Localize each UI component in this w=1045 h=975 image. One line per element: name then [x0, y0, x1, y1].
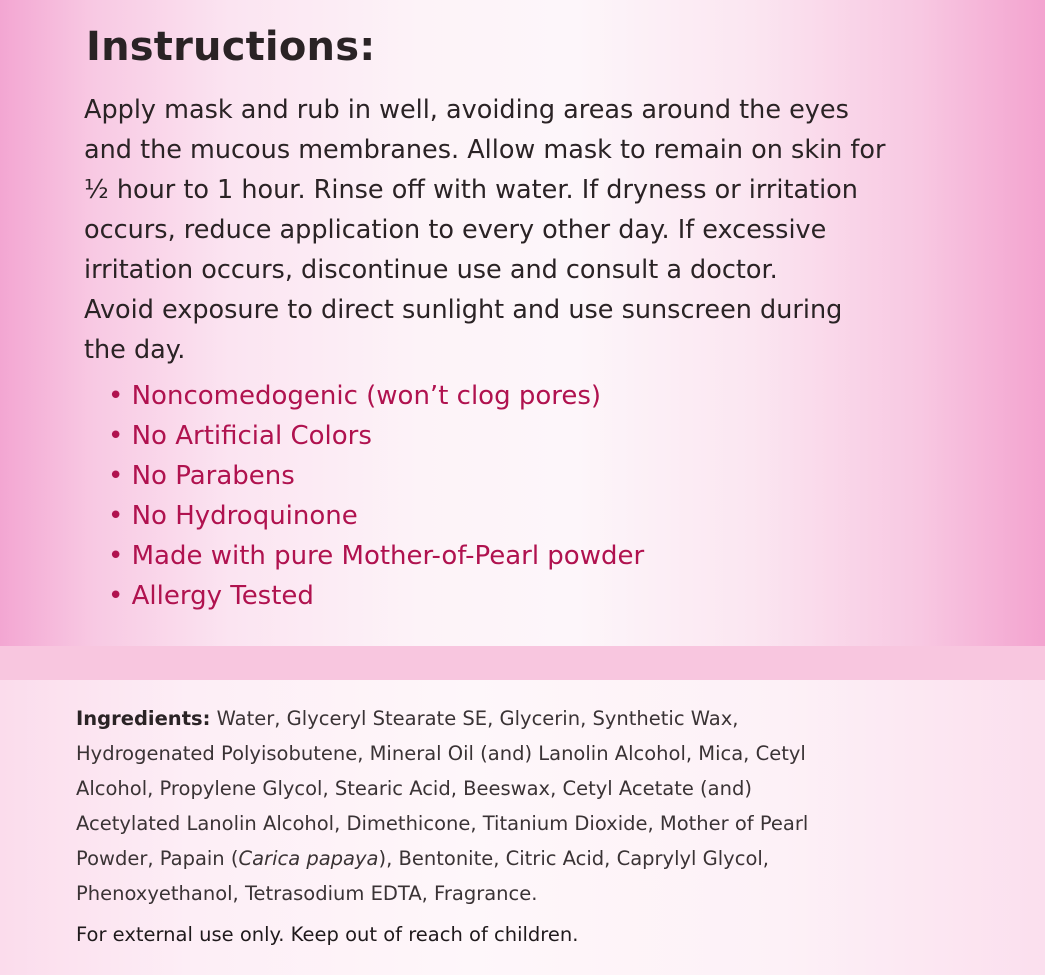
instructions-line: occurs, reduce application to every other day. If excessive: [84, 215, 827, 245]
feature-item: • Made with pure Mother-of-Pearl powder: [108, 536, 644, 576]
instructions-line: and the mucous membranes. Allow mask to remain on skin for: [84, 135, 886, 165]
ingredients-line-5: [76, 841, 996, 876]
feature-item: • No Hydroquinone: [108, 496, 644, 536]
instructions-line: the day.: [84, 335, 186, 365]
ingredients-line-3: Alcohol, Propylene Glycol, Stearic Acid, Beeswax, Cetyl Acetate (and): [76, 777, 752, 800]
ingredients-text: [76, 701, 996, 911]
feature-item: • Noncomedogenic (won’t clog pores): [108, 376, 644, 416]
usage-warning: For external use only. Keep out of reach of children.: [76, 923, 579, 946]
feature-item: • Allergy Tested: [108, 576, 644, 616]
instructions-text: [84, 90, 989, 370]
feature-item: • No Artificial Colors: [108, 416, 644, 456]
ingredients-line-4: Acetylated Lanolin Alcohol, Dimethicone, Titanium Dioxide, Mother of Pearl: [76, 812, 809, 835]
ingredients-line-1: Water, Glyceryl Stearate SE, Glycerin, Synthetic Wax,: [210, 707, 739, 730]
instructions-line: Avoid exposure to direct sunlight and use sunscreen during: [84, 295, 843, 325]
ingredients-line: [76, 701, 996, 736]
ingredients-label: Ingredients:: [76, 707, 211, 730]
ingredients-line-6: Phenoxyethanol, Tetrasodium EDTA, Fragrance.: [76, 882, 538, 905]
ingredients-line-5-after: ), Bentonite, Citric Acid, Caprylyl Glycol,: [378, 847, 769, 870]
instructions-line: Apply mask and rub in well, avoiding areas around the eyes: [84, 95, 849, 125]
instructions-line: ½ hour to 1 hour. Rinse off with water. If dryness or irritation: [84, 175, 858, 205]
ingredients-line-5-before: Powder, Papain (: [76, 847, 239, 870]
features-list: [108, 376, 644, 616]
instructions-heading: Instructions:: [86, 24, 376, 70]
feature-item: • No Parabens: [108, 456, 644, 496]
divider-band: [0, 646, 1045, 680]
instructions-line: irritation occurs, discontinue use and consult a doctor.: [84, 255, 778, 285]
ingredients-latin-name: Carica papaya: [238, 847, 379, 870]
ingredients-line-2: Hydrogenated Polyisobutene, Mineral Oil (and) Lanolin Alcohol, Mica, Cetyl: [76, 742, 806, 765]
